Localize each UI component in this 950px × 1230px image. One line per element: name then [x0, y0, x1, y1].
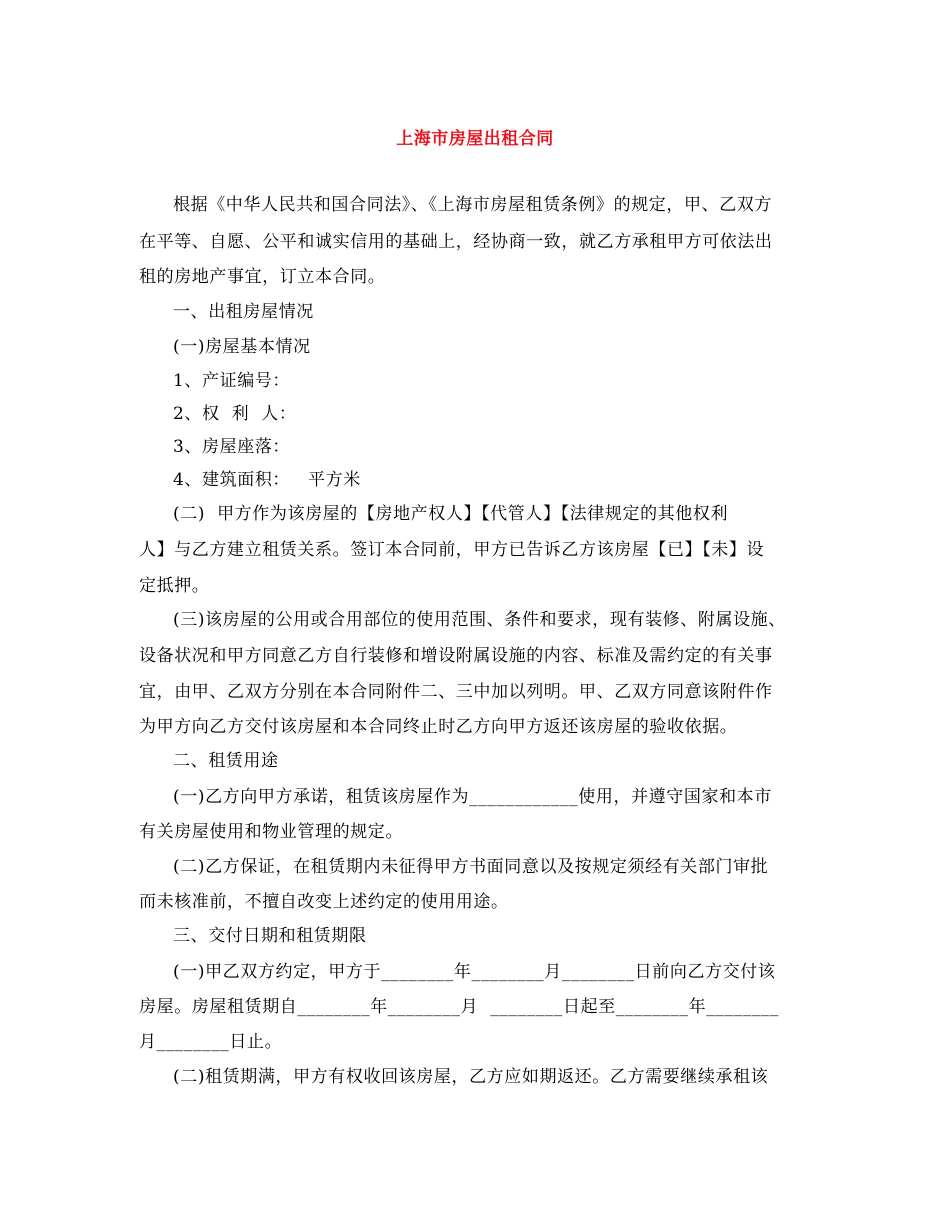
section-heading: 二、租赁用途 [173, 751, 279, 771]
paragraph-line: 定抵押。 [139, 576, 210, 596]
paragraph-line: 月________日止。 [139, 1032, 283, 1052]
paragraph-line: 在平等、自愿、公平和诚实信用的基础上，经协商一致，就乙方承租甲方可依法出 [139, 232, 773, 252]
paragraph-line: (二)租赁期满，甲方有权收回该房屋，乙方应如期返还。乙方需要继续承租该 [173, 1067, 769, 1087]
section-heading: 三、交付日期和租赁期限 [173, 926, 367, 946]
paragraph-line: 宜，由甲、乙双方分别在本合同附件二、三中加以列明。甲、乙双方同意该附件作 [139, 682, 773, 702]
field-location: 3、房屋座落： [173, 437, 291, 457]
paragraph-line: (一)甲乙双方约定，甲方于________年________月________日前向乙方交付该 [173, 962, 776, 982]
paragraph-line: 而未核准前，不擅自改变上述约定的使用用途。 [139, 892, 509, 912]
field-certificate-number: 1、产证编号： [173, 371, 291, 391]
field-area: 4、建筑面积： 平方米 [173, 470, 361, 490]
document-title: 上海市房屋出租合同 [396, 129, 554, 149]
paragraph-line: (一)乙方向甲方承诺，租赁该房屋作为____________使用，并遵守国家和本市 [173, 787, 772, 807]
paragraph-line: (二) 甲方作为该房屋的【房地产权人】【代管人】【法律规定的其他权利 [173, 504, 729, 524]
paragraph-line: (二)乙方保证，在租赁期内未征得甲方书面同意以及按规定须经有关部门审批 [173, 857, 769, 877]
subsection-heading: (一)房屋基本情况 [173, 337, 311, 357]
section-heading: 一、出租房屋情况 [173, 302, 314, 322]
paragraph-line: 房屋。房屋租赁期自________年________月 ________日起至________年________ [139, 997, 780, 1017]
paragraph-line: 有关房屋使用和物业管理的规定。 [139, 822, 403, 842]
field-owner: 2、权 利 人： [173, 404, 297, 424]
paragraph-line: 设备状况和甲方同意乙方自行装修和增设附属设施的内容、标准及需约定的有关事 [139, 646, 773, 666]
paragraph-line: 为甲方向乙方交付该房屋和本合同终止时乙方向甲方返还该房屋的验收依据。 [139, 717, 738, 737]
paragraph-line: 根据《中华人民共和国合同法》、《上海市房屋租赁条例》的规定，甲、乙双方 [173, 195, 772, 215]
paragraph-line: 人】与乙方建立租赁关系。签订本合同前，甲方已告诉乙方该房屋【已】【未】设 [139, 540, 765, 560]
paragraph-line: (三)该房屋的公用或合用部位的使用范围、条件和要求，现有装修、附属设施、 [173, 610, 786, 630]
paragraph-line: 租的房地产事宜，订立本合同。 [139, 267, 386, 287]
